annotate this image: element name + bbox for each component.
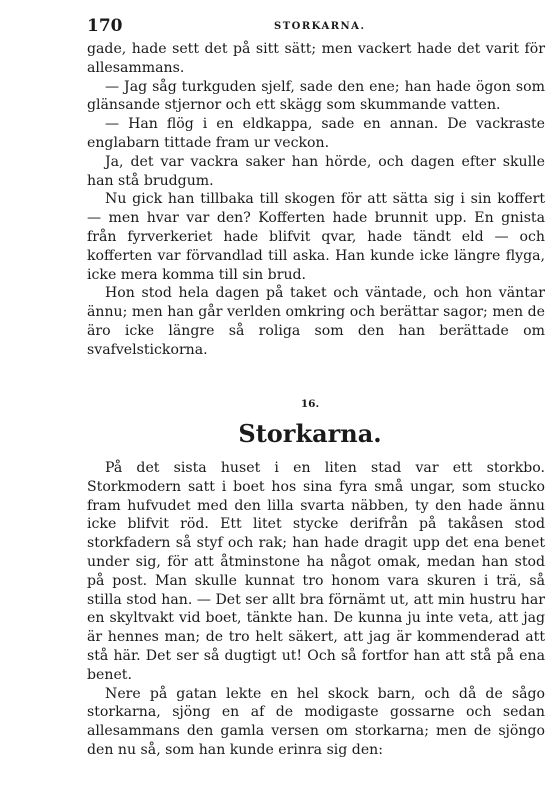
chapter-body-text: [87, 459, 545, 760]
paragraph: Nu gick han tillbaka till skogen för att sätta sig i sin koffert — men hvar var den? Kofferten hade brunnit upp. En gnista från fyrverkeriet hade blifvit qvar, hade tändt eld — och kofferten var förvandlad till aska. Han kunde icke längre flyga, icke mera komma till sin brud.: [87, 191, 545, 283]
paragraph: Nere på gatan lekte en hel skock barn, och då de sågo storkarna, sjöng en af de modigaste gossarne och sedan allesammans den gamla versen om storkarna; men de sjöngo den nu så, som han kunde erinra sig den:: [87, 685, 545, 758]
paragraph: Ja, det var vackra saker han hörde, och dagen efter skulle han stå brudgum.: [87, 153, 545, 189]
paragraph: gade, hade sett det på sitt sätt; men vackert hade det varit för allesammans.: [87, 41, 545, 76]
chapter-number: 16.: [300, 398, 320, 410]
chapter-title: Storkarna.: [238, 419, 382, 448]
section-continued-text: [87, 40, 545, 360]
running-head: STORKARNA.: [274, 21, 366, 32]
paragraph: Hon stod hela dagen på taket och väntade, och hon väntar ännu; men han går verlden omkring och berättar sagor; men de äro icke längre så roliga som den han berättade om svafvelstickorna.: [87, 285, 545, 358]
page-number: 170: [87, 16, 123, 36]
paragraph: — Jag såg turkguden sjelf, sade den ene; han hade ögon som glänsande stjernor och ett skägg som skummande vatten.: [87, 78, 545, 114]
paragraph: — Han flög i en eldkappa, sade en annan. De vackraste englabarn tittade fram ur veckon.: [87, 116, 545, 151]
paragraph: På det sista huset i en liten stad var ett storkbo. Storkmodern satt i boet hos sina fyra små ungar, som stucko fram hufvudet med den lilla svarta näbben, ty den hade ännu icke blifvit röd. Ett litet stycke derifrån på takåsen stod storkfadern så styf och rak; han hade dragit upp det ena benet under sig, för att åtminstone ha något omak, medan han stod på post. Man skulle kunnat tro honom vara skuren i trä, så stilla stod han. — Det ser allt bra förnämt ut, att min hustru har en skyltvakt vid boet, tänkte han. De kunna ju inte veta, att jag är hennes man; de tro helt säkert, att jag är kommenderad att stå här. Det ser så dugtigt ut! Och så fortfor han att stå på ena benet.: [87, 460, 545, 683]
page-header: [87, 16, 543, 38]
